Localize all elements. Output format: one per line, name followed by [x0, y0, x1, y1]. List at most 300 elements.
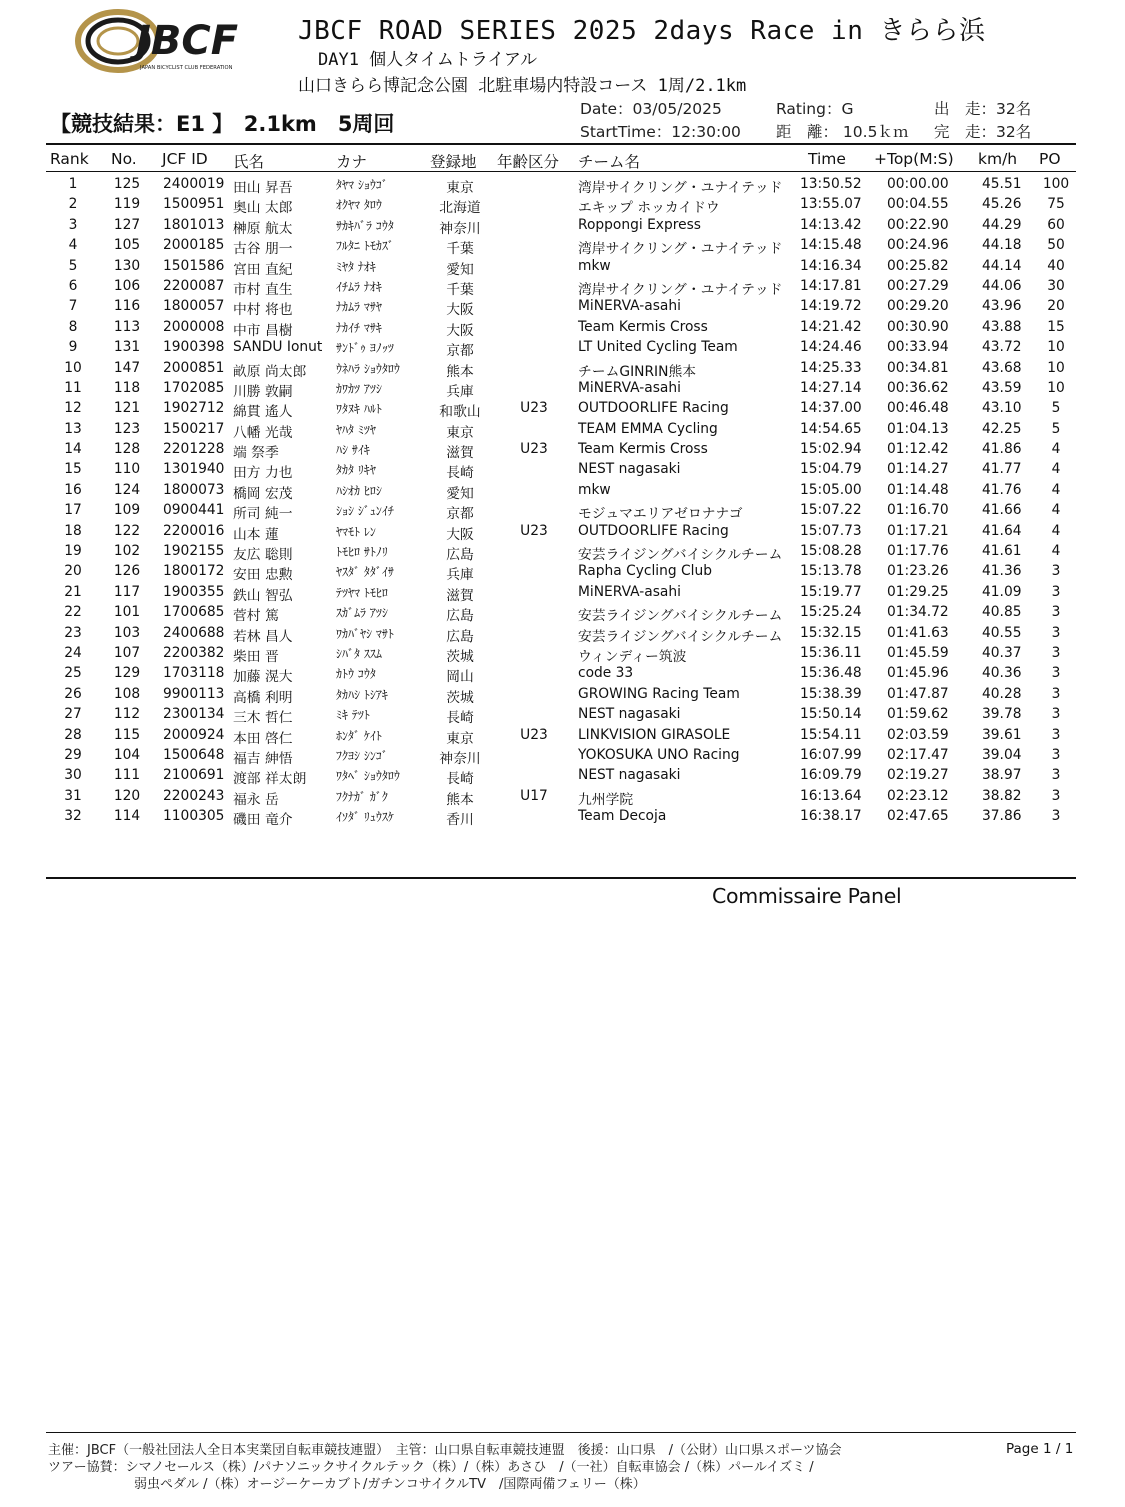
- cell-kana: ﾌｸﾅｶﾞ ｶﾞｸ: [336, 789, 388, 804]
- cell-name: 安田 忠勲: [233, 567, 293, 584]
- cell-team: MiNERVA-asahi: [578, 583, 681, 600]
- cell-jcf-id: 1500951: [163, 196, 225, 213]
- cell-name: 磯田 竜介: [233, 812, 293, 829]
- table-row: [0, 806, 1125, 829]
- cell-rank: 27: [64, 706, 82, 723]
- race-rating: Rating：G: [776, 100, 854, 118]
- page-number: Page 1 / 1: [1006, 1441, 1074, 1457]
- cell-no: 109: [113, 502, 141, 519]
- cell-name: 市村 直生: [233, 281, 293, 298]
- cell-kmh: 44.14: [982, 257, 1022, 274]
- cell-team: mkw: [578, 481, 611, 498]
- cell-name: 山本 蓮: [233, 526, 279, 543]
- cell-jcf-id: 1500217: [163, 420, 225, 437]
- cell-no: 104: [113, 746, 141, 763]
- cell-time: 15:07.22: [800, 502, 862, 519]
- cell-rank: 10: [64, 359, 82, 376]
- cell-kana: ﾅｶｲﾁ ﾏｻｷ: [336, 320, 382, 335]
- cell-jcf-id: 1702085: [163, 379, 225, 396]
- cell-name: 綿貫 遙人: [233, 404, 293, 421]
- cell-time: 14:24.46: [800, 339, 862, 356]
- cell-jcf-id: 1100305: [163, 808, 225, 825]
- cell-pref: 千葉: [446, 241, 474, 258]
- cell-kmh: 40.28: [982, 685, 1022, 702]
- cell-po: 10: [1047, 379, 1065, 396]
- col-header-rank: Rank: [50, 150, 89, 168]
- cell-no: 128: [113, 441, 141, 458]
- cell-no: 126: [113, 563, 141, 580]
- col-header-kana: カナ: [336, 153, 368, 171]
- table-row: [0, 317, 1125, 337]
- cell-diff: 00:33.94: [887, 339, 949, 356]
- cell-time: 14:54.65: [800, 420, 862, 437]
- cell-time: 15:13.78: [800, 563, 862, 580]
- cell-pref: 茨城: [446, 689, 474, 706]
- cell-pref: 東京: [446, 424, 474, 441]
- cell-pref: 愛知: [446, 485, 474, 502]
- cell-team: 安芸ライジングバイシクルチーム: [578, 628, 783, 645]
- cell-name: 八幡 光哉: [233, 424, 293, 441]
- cell-time: 15:54.11: [800, 726, 862, 743]
- cell-kmh: 41.77: [982, 461, 1022, 478]
- cell-name: 本田 啓仁: [233, 730, 293, 747]
- cell-jcf-id: 9900113: [163, 685, 225, 702]
- cell-kmh: 41.36: [982, 563, 1022, 580]
- cell-rank: 26: [64, 685, 82, 702]
- cell-rank: 4: [68, 237, 78, 254]
- col-header-po: PO: [1039, 150, 1061, 168]
- cell-kana: ﾐｷ ﾃﾂﾄ: [336, 708, 370, 723]
- cell-time: 13:55.07: [800, 196, 862, 213]
- cell-diff: 00:00.00: [887, 176, 949, 192]
- cell-time: 15:05.00: [800, 481, 862, 498]
- cell-time: 15:50.14: [800, 706, 862, 723]
- cell-diff: 00:22.90: [887, 216, 949, 233]
- cell-time: 16:13.64: [800, 787, 862, 804]
- cell-diff: 01:59.62: [887, 706, 949, 723]
- cell-rank: 1: [68, 176, 78, 192]
- cell-po: 3: [1051, 767, 1061, 784]
- table-row: [0, 296, 1125, 319]
- cell-po: 4: [1051, 522, 1061, 539]
- cell-name: 橋岡 宏茂: [233, 485, 293, 502]
- cell-po: 5: [1051, 420, 1061, 437]
- cell-team: TEAM EMMA Cycling: [578, 420, 718, 437]
- cell-kana: ﾐﾔﾀ ﾅｵｷ: [336, 259, 376, 274]
- cell-rank: 29: [64, 746, 82, 763]
- cell-time: 16:09.79: [800, 767, 862, 784]
- cell-time: 14:21.42: [800, 318, 862, 335]
- table-row: [0, 786, 1125, 806]
- logo-subtext: JAPAN BICYCLIST CLUB FEDERATION: [140, 65, 233, 71]
- cell-po: 3: [1051, 665, 1061, 682]
- cell-diff: 01:16.70: [887, 502, 949, 519]
- cell-jcf-id: 2000008: [163, 318, 225, 335]
- table-row: [0, 623, 1125, 643]
- cell-po: 5: [1051, 400, 1061, 417]
- cell-rank: 21: [64, 583, 82, 600]
- cell-pref: 茨城: [446, 648, 474, 665]
- cell-team: code 33: [578, 665, 634, 682]
- cell-diff: 01:14.27: [887, 461, 949, 478]
- cell-time: 13:50.52: [800, 176, 862, 192]
- cell-kana: ﾊｼ ｻｲｷ: [336, 443, 370, 458]
- cell-rank: 12: [64, 400, 82, 417]
- cell-jcf-id: 1800172: [163, 563, 225, 580]
- cell-kana: ｻｶｷﾊﾞﾗ ｺｳﾀ: [336, 218, 394, 233]
- results-table: [0, 174, 1125, 827]
- cell-pref: 長崎: [446, 771, 474, 788]
- cell-pref: 熊本: [446, 791, 474, 808]
- col-header-time: Time: [808, 150, 846, 168]
- cell-kana: ｳﾈﾊﾗ ｼｮｳﾀﾛｳ: [336, 361, 400, 376]
- cell-pref: 長崎: [446, 710, 474, 727]
- cell-pref: 広島: [446, 608, 474, 625]
- cell-no: 102: [113, 543, 141, 560]
- cell-pref: 大阪: [446, 322, 474, 339]
- cell-rank: 28: [64, 726, 82, 743]
- cell-jcf-id: 2000924: [163, 726, 225, 743]
- table-row: [0, 684, 1125, 704]
- cell-team: ウィンディー筑波: [578, 648, 687, 665]
- cell-team: OUTDOORLIFE Racing: [578, 522, 729, 539]
- cell-team: Team Kermis Cross: [578, 318, 708, 335]
- cell-kmh: 44.29: [982, 216, 1022, 233]
- cell-kana: ｻﾝﾄﾞｩ ﾖﾉｯﾂ: [336, 341, 394, 356]
- cell-po: 3: [1051, 726, 1061, 743]
- cell-team: 湾岸サイクリング・ユナイテッド: [578, 281, 783, 298]
- table-row: [0, 358, 1125, 378]
- cell-pref: 兵庫: [446, 567, 474, 584]
- cell-time: 16:38.17: [800, 808, 862, 825]
- cell-pref: 神奈川: [439, 750, 481, 767]
- cell-team: NEST nagasaki: [578, 767, 681, 784]
- cell-pref: 愛知: [446, 261, 474, 278]
- cell-no: 131: [113, 339, 141, 356]
- cell-no: 111: [113, 767, 141, 784]
- cell-kmh: 41.09: [982, 583, 1022, 600]
- cell-po: 3: [1051, 746, 1061, 763]
- cell-diff: 00:04.55: [887, 196, 949, 213]
- table-row: [0, 745, 1125, 765]
- cell-name: 加藤 滉大: [233, 669, 293, 686]
- cell-rank: 16: [64, 481, 82, 498]
- cell-po: 3: [1051, 583, 1061, 600]
- col-header-team: チーム名: [578, 153, 641, 171]
- table-row: [0, 725, 1125, 745]
- cell-time: 15:32.15: [800, 624, 862, 641]
- table-end-divider: [46, 877, 1076, 879]
- cell-pref: 東京: [446, 180, 474, 196]
- cell-pref: 和歌山: [439, 404, 481, 421]
- cell-age: U23: [520, 441, 548, 458]
- cell-diff: 01:34.72: [887, 604, 949, 621]
- cell-po: 100: [1042, 176, 1070, 192]
- cell-kana: ﾎﾝﾀﾞ ｹｲﾄ: [336, 728, 382, 743]
- cell-name: 福吉 紳悟: [233, 750, 293, 767]
- cell-rank: 31: [64, 787, 82, 804]
- cell-team: モジュマエリアゼロナナゴ: [578, 506, 743, 523]
- cell-kmh: 40.55: [982, 624, 1022, 641]
- cell-jcf-id: 1902712: [163, 400, 225, 417]
- cell-time: 15:38.39: [800, 685, 862, 702]
- cell-diff: 01:29.25: [887, 583, 949, 600]
- cell-kmh: 44.06: [982, 277, 1022, 294]
- cell-po: 50: [1047, 237, 1065, 254]
- cell-jcf-id: 2400019: [163, 176, 225, 192]
- cell-pref: 滋賀: [446, 445, 474, 462]
- cell-jcf-id: 1900355: [163, 583, 225, 600]
- cell-diff: 01:14.48: [887, 481, 949, 498]
- col-header-age: 年齢区分: [497, 153, 560, 171]
- cell-rank: 7: [68, 298, 78, 315]
- cell-diff: 02:47.65: [887, 808, 949, 825]
- cell-pref: 兵庫: [446, 383, 474, 400]
- table-row: [0, 561, 1125, 584]
- cell-team: MiNERVA-asahi: [578, 298, 681, 315]
- cell-name: 三木 哲仁: [233, 710, 293, 727]
- cell-po: 4: [1051, 543, 1061, 560]
- event-venue: 山口きらら博記念公園 北駐車場内特設コース 1周/2.1km: [298, 76, 747, 96]
- cell-team: 湾岸サイクリング・ユナイテッド: [578, 180, 783, 196]
- finishers-count: 完 走：32名: [934, 123, 1032, 141]
- cell-rank: 11: [64, 379, 82, 396]
- cell-po: 10: [1047, 359, 1065, 376]
- cell-diff: 01:41.63: [887, 624, 949, 641]
- cell-no: 116: [113, 298, 141, 315]
- cell-diff: 00:24.96: [887, 237, 949, 254]
- cell-kmh: 45.51: [982, 176, 1022, 192]
- cell-po: 75: [1047, 196, 1065, 213]
- table-row: [0, 704, 1125, 727]
- cell-po: 3: [1051, 808, 1061, 825]
- cell-no: 129: [113, 665, 141, 682]
- cell-jcf-id: 1800057: [163, 298, 225, 315]
- table-row: [0, 500, 1125, 523]
- jbcf-logo: [74, 8, 279, 74]
- cell-kana: ｵｸﾔﾏ ﾀﾛｳ: [336, 198, 382, 213]
- cell-kana: ﾌｸﾖｼ ｼﾝｺﾞ: [336, 748, 388, 763]
- cell-pref: 京都: [446, 506, 474, 523]
- cell-pref: 香川: [446, 812, 474, 829]
- cell-rank: 32: [64, 808, 82, 825]
- cell-time: 15:04.79: [800, 461, 862, 478]
- cell-diff: 00:29.20: [887, 298, 949, 315]
- cell-jcf-id: 1500648: [163, 746, 225, 763]
- cell-diff: 02:19.27: [887, 767, 949, 784]
- cell-rank: 8: [68, 318, 78, 335]
- cell-kana: ﾔﾏﾓﾄ ﾚﾝ: [336, 524, 376, 539]
- cell-time: 14:17.81: [800, 277, 862, 294]
- cell-pref: 千葉: [446, 281, 474, 298]
- cell-po: 15: [1047, 318, 1065, 335]
- cell-time: 14:19.72: [800, 298, 862, 315]
- cell-no: 105: [113, 237, 141, 254]
- cell-team: Team Kermis Cross: [578, 441, 708, 458]
- cell-no: 113: [113, 318, 141, 335]
- table-row: [0, 643, 1125, 663]
- cell-name: 鉄山 智弘: [233, 587, 293, 604]
- cell-time: 15:02.94: [800, 441, 862, 458]
- cell-team: OUTDOORLIFE Racing: [578, 400, 729, 417]
- cell-team: mkw: [578, 257, 611, 274]
- cell-team: 九州学院: [578, 791, 634, 808]
- cell-rank: 15: [64, 461, 82, 478]
- table-row: [0, 215, 1125, 235]
- cell-no: 122: [113, 522, 141, 539]
- cell-po: 40: [1047, 257, 1065, 274]
- cell-age: U23: [520, 522, 548, 539]
- cell-kana: ｶﾜｶﾂ ｱﾂｼ: [336, 381, 382, 396]
- cell-pref: 東京: [446, 730, 474, 747]
- cell-pref: 大阪: [446, 302, 474, 319]
- cell-age: U23: [520, 726, 548, 743]
- cell-jcf-id: 2200016: [163, 522, 225, 539]
- table-row: [0, 337, 1125, 360]
- cell-time: 14:16.34: [800, 257, 862, 274]
- cell-diff: 00:27.29: [887, 277, 949, 294]
- cell-kana: ﾀｶﾀ ﾘｷﾔ: [336, 463, 376, 478]
- cell-pref: 岡山: [446, 669, 474, 686]
- event-subtitle: DAY1 個人タイムトライアル: [318, 50, 538, 70]
- logo-text: JBCF: [136, 18, 239, 64]
- cell-po: 3: [1051, 706, 1061, 723]
- cell-no: 118: [113, 379, 141, 396]
- commissaire-signature: Commissaire Panel: [712, 884, 902, 908]
- cell-po: 3: [1051, 787, 1061, 804]
- cell-po: 4: [1051, 441, 1061, 458]
- cell-team: 湾岸サイクリング・ユナイテッド: [578, 241, 783, 258]
- cell-pref: 神奈川: [439, 220, 481, 237]
- cell-diff: 00:30.90: [887, 318, 949, 335]
- cell-name: 中市 昌樹: [233, 322, 293, 339]
- cell-kana: ﾀﾔﾏ ｼｮｳｺﾞ: [336, 178, 388, 192]
- cell-diff: 01:45.59: [887, 644, 949, 661]
- cell-no: 107: [113, 644, 141, 661]
- cell-kmh: 44.18: [982, 237, 1022, 254]
- cell-rank: 24: [64, 644, 82, 661]
- cell-kmh: 43.72: [982, 339, 1022, 356]
- cell-team: GROWING Racing Team: [578, 685, 740, 702]
- table-row: [0, 439, 1125, 462]
- cell-age: U23: [520, 400, 548, 417]
- table-row: [0, 582, 1125, 602]
- cell-kmh: 43.59: [982, 379, 1022, 396]
- cell-name: 高橋 利明: [233, 689, 293, 706]
- table-row: [0, 235, 1125, 258]
- cell-kmh: 38.97: [982, 767, 1022, 784]
- cell-time: 15:36.11: [800, 644, 862, 661]
- race-distance: 距 離： 10.5ｋｍ: [776, 123, 909, 141]
- cell-po: 3: [1051, 685, 1061, 702]
- cell-kmh: 39.61: [982, 726, 1022, 743]
- cell-team: 安芸ライジングバイシクルチーム: [578, 547, 783, 564]
- cell-name: 福永 岳: [233, 791, 279, 808]
- table-row: [0, 765, 1125, 788]
- cell-name: 中村 将也: [233, 302, 293, 319]
- footer-sponsors-cont: 弱虫ペダル /（株）オージーケーカブト/ガチンコサイクルTV /国際両備フェリー（株）: [134, 1477, 646, 1492]
- cell-kmh: 43.68: [982, 359, 1022, 376]
- cell-po: 3: [1051, 644, 1061, 661]
- cell-kana: ﾜﾀﾇｷ ﾊﾙﾄ: [336, 402, 382, 417]
- cell-jcf-id: 2200382: [163, 644, 225, 661]
- table-row: [0, 378, 1125, 398]
- cell-no: 115: [113, 726, 141, 743]
- footer-divider: [46, 1432, 1076, 1433]
- cell-time: 15:08.28: [800, 543, 862, 560]
- cell-time: 14:37.00: [800, 400, 862, 417]
- cell-time: 15:36.48: [800, 665, 862, 682]
- cell-no: 110: [113, 461, 141, 478]
- cell-time: 14:25.33: [800, 359, 862, 376]
- cell-no: 119: [113, 196, 141, 213]
- jbcf-logo-graphic: [74, 8, 279, 74]
- cell-no: 121: [113, 400, 141, 417]
- cell-team: チームGINRIN熊本: [578, 363, 697, 380]
- cell-diff: 01:23.26: [887, 563, 949, 580]
- cell-team: エキップ ホッカイドウ: [578, 200, 720, 217]
- cell-name: 若林 昌人: [233, 628, 293, 645]
- cell-jcf-id: 1301940: [163, 461, 225, 478]
- cell-jcf-id: 2300134: [163, 706, 225, 723]
- cell-no: 117: [113, 583, 141, 600]
- col-header-jcf-id: JCF ID: [162, 150, 208, 168]
- cell-diff: 00:25.82: [887, 257, 949, 274]
- cell-name: 川勝 敦嗣: [233, 383, 293, 400]
- cell-team: LT United Cycling Team: [578, 339, 738, 356]
- cell-no: 108: [113, 685, 141, 702]
- col-header-kmh: km/h: [978, 150, 1018, 168]
- table-row: [0, 194, 1125, 217]
- cell-team: MiNERVA-asahi: [578, 379, 681, 396]
- cell-jcf-id: 1700685: [163, 604, 225, 621]
- cell-rank: 6: [68, 277, 78, 294]
- table-row: [0, 256, 1125, 276]
- table-row: [0, 602, 1125, 625]
- cell-pref: 北海道: [439, 200, 481, 217]
- cell-diff: 01:17.76: [887, 543, 949, 560]
- cell-kmh: 38.82: [982, 787, 1022, 804]
- cell-no: 106: [113, 277, 141, 294]
- cell-kmh: 39.04: [982, 746, 1022, 763]
- cell-no: 114: [113, 808, 141, 825]
- cell-kana: ﾃﾂﾔﾏ ﾄﾓﾋﾛ: [336, 585, 388, 600]
- cell-kmh: 40.37: [982, 644, 1022, 661]
- cell-po: 60: [1047, 216, 1065, 233]
- cell-pref: 長崎: [446, 465, 474, 482]
- cell-po: 4: [1051, 502, 1061, 519]
- cell-pref: 広島: [446, 628, 474, 645]
- cell-rank: 9: [68, 339, 78, 356]
- footer-sponsors: ツアー協賛：シマノセールス（株）/パナソニックサイクルテック（株）/（株）あさひ /（一社）自転車協会 /（株）パールイズミ /: [48, 1460, 814, 1475]
- header-divider: [46, 143, 1076, 145]
- cell-team: 安芸ライジングバイシクルチーム: [578, 608, 783, 625]
- cell-diff: 01:17.21: [887, 522, 949, 539]
- cell-team: YOKOSUKA UNO Racing: [578, 746, 740, 763]
- cell-kmh: 42.25: [982, 420, 1022, 437]
- cell-diff: 00:34.81: [887, 359, 949, 376]
- cell-jcf-id: 1501586: [163, 257, 225, 274]
- table-row: [0, 480, 1125, 500]
- cell-pref: 京都: [446, 343, 474, 360]
- cell-team: Team Decoja: [578, 808, 667, 825]
- cell-kana: ｲﾁﾑﾗ ﾅｵｷ: [336, 279, 382, 294]
- table-row: [0, 663, 1125, 686]
- cell-po: 10: [1047, 339, 1065, 356]
- cell-diff: 01:45.96: [887, 665, 949, 682]
- cell-time: 16:07.99: [800, 746, 862, 763]
- cell-rank: 13: [64, 420, 82, 437]
